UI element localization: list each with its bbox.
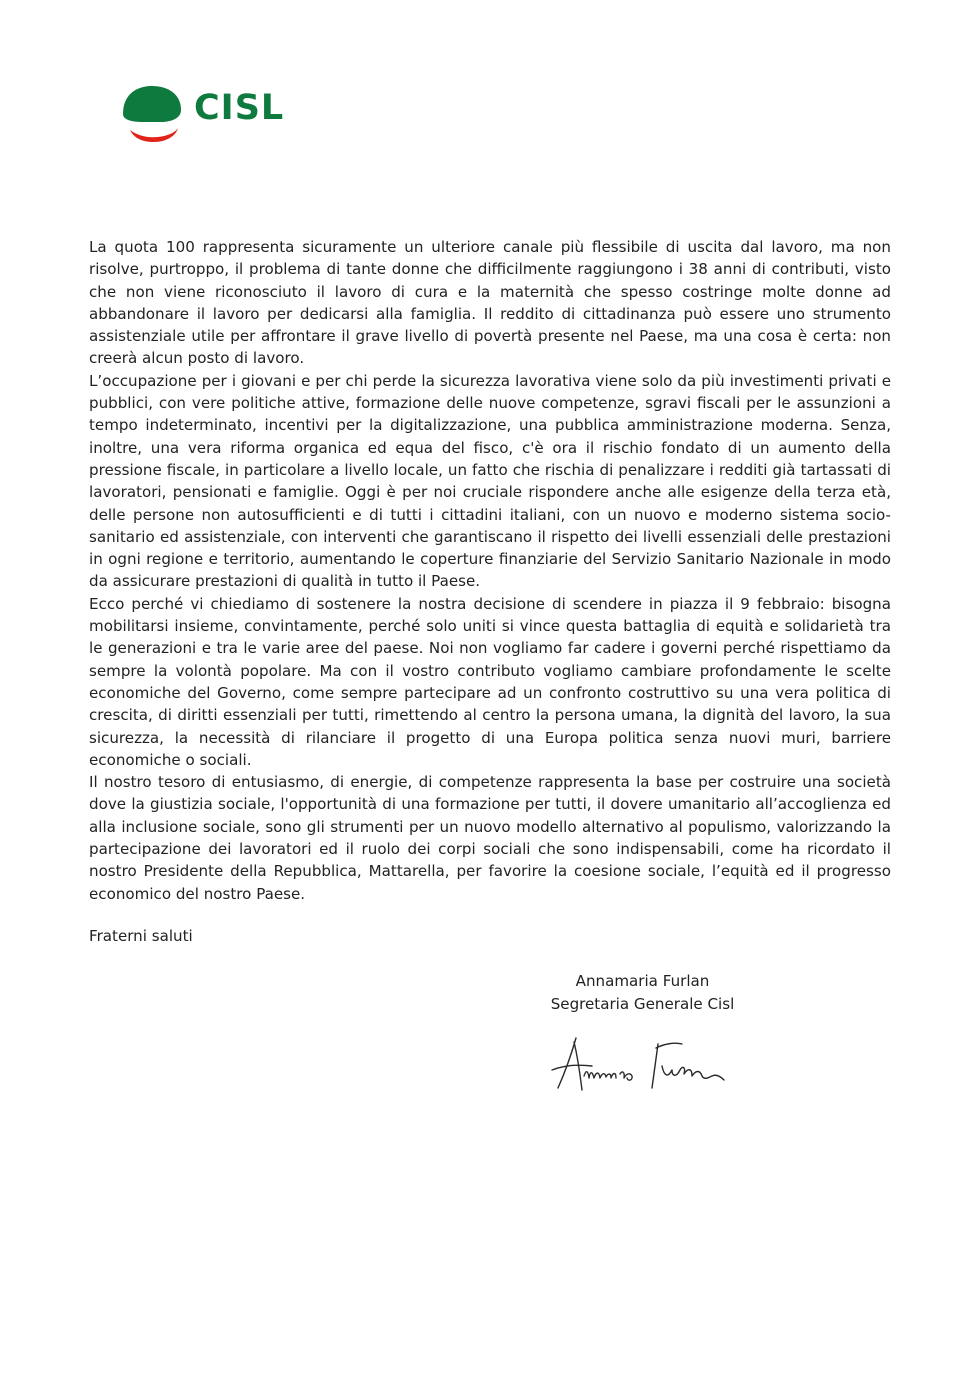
cisl-logo-icon <box>120 84 184 144</box>
signer-block <box>540 970 745 1016</box>
cisl-logo-text: CISL <box>194 88 285 128</box>
paragraph-3: Ecco perché vi chiediamo di sostenere la nostra decisione di scendere in piazza il 9 febbraio: bisogna mobilitarsi insieme, convintamente, perché solo uniti si vince questa battaglia di equità e solidarietà tra le generazioni e tra le varie aree del paese. Noi non vogliamo far cadere i governi perché rispettiamo da sempre la volontà popolare. Ma con il vostro contributo vogliamo cambiare profondamente le scelte economiche del Governo, come sempre partecipare ad un confronto costruttivo su una vera politica di crescita, di diritti essenziali per tutti, rimettendo al centro la persona umana, la dignità del lavoro, la sua sicurezza, la necessità di rilanciare il progetto di una Europa politica senza nuovi muri, barriere economiche o sociali. <box>89 594 891 769</box>
cisl-logo <box>120 84 320 144</box>
letter-body <box>89 236 891 905</box>
handwritten-signature <box>548 1030 733 1100</box>
closing-salutation: Fraterni saluti <box>89 927 193 945</box>
paragraph-4: Il nostro tesoro di entusiasmo, di energie, di competenze rappresenta la base per costruire una società dove la giustizia sociale, l'opportunità di una formazione per tutti, il dovere umanitario all’accoglienza ed alla inclusione sociale, sono gli strumenti per un nuovo modello alternativo al populismo, valorizzando la partecipazione dei lavoratori ed il ruolo dei corpi sociali che sono indispensabili, come ha ricordato il nostro Presidente della Repubblica, Mattarella, per favorire la coesione sociale, l’equità ed il progresso economico del nostro Paese. <box>89 773 891 903</box>
paragraph-1: La quota 100 rappresenta sicuramente un ulteriore canale più flessibile di uscita dal lavoro, ma non risolve, purtroppo, il problema di tante donne che difficilmente raggiungono i 38 anni di contributi, visto che non viene riconosciuto il lavoro di cura e la maternità che spesso costringe molte donne ad abbandonare il lavoro per dedicarsi alla famiglia. Il reddito di cittadinanza può essere uno strumento assistenziale utile per affrontare il grave livello di povertà presente nel Paese, ma una cosa è certa: non creerà alcun posto di lavoro. <box>89 238 891 368</box>
paragraph-2: L’occupazione per i giovani e per chi perde la sicurezza lavorativa viene solo da più investimenti privati e pubblici, con vere politiche attive, formazione delle nuove competenze, sgravi fiscali per le assunzioni a tempo indeterminato, incentivi per la digitalizzazione, una pubblica amministrazione moderna. Senza, inoltre, una vera riforma organica ed equa del fisco, c'è ora il rischio fondato di un aumento della pressione fiscale, in particolare a livello locale, un fatto che rischia di penalizzare i redditi già tartassati di lavoratori, pensionati e famiglie. Oggi è per noi cruciale rispondere anche alle esigenze della terza età, delle persone non autosufficienti e di tutti i cittadini italiani, con un nuovo e moderno sistema socio-sanitario ed assistenziale, con interventi che garantiscano il rispetto dei livelli essenziali delle prestazioni in ogni regione e territorio, aumentando le coperture finanziarie del Servizio Sanitario Nazionale in modo da assicurare prestazioni di qualità in tutto il Paese. <box>89 371 891 591</box>
signer-title: Segretaria Generale Cisl <box>550 995 735 1013</box>
signer-name: Annamaria Furlan <box>575 972 710 990</box>
